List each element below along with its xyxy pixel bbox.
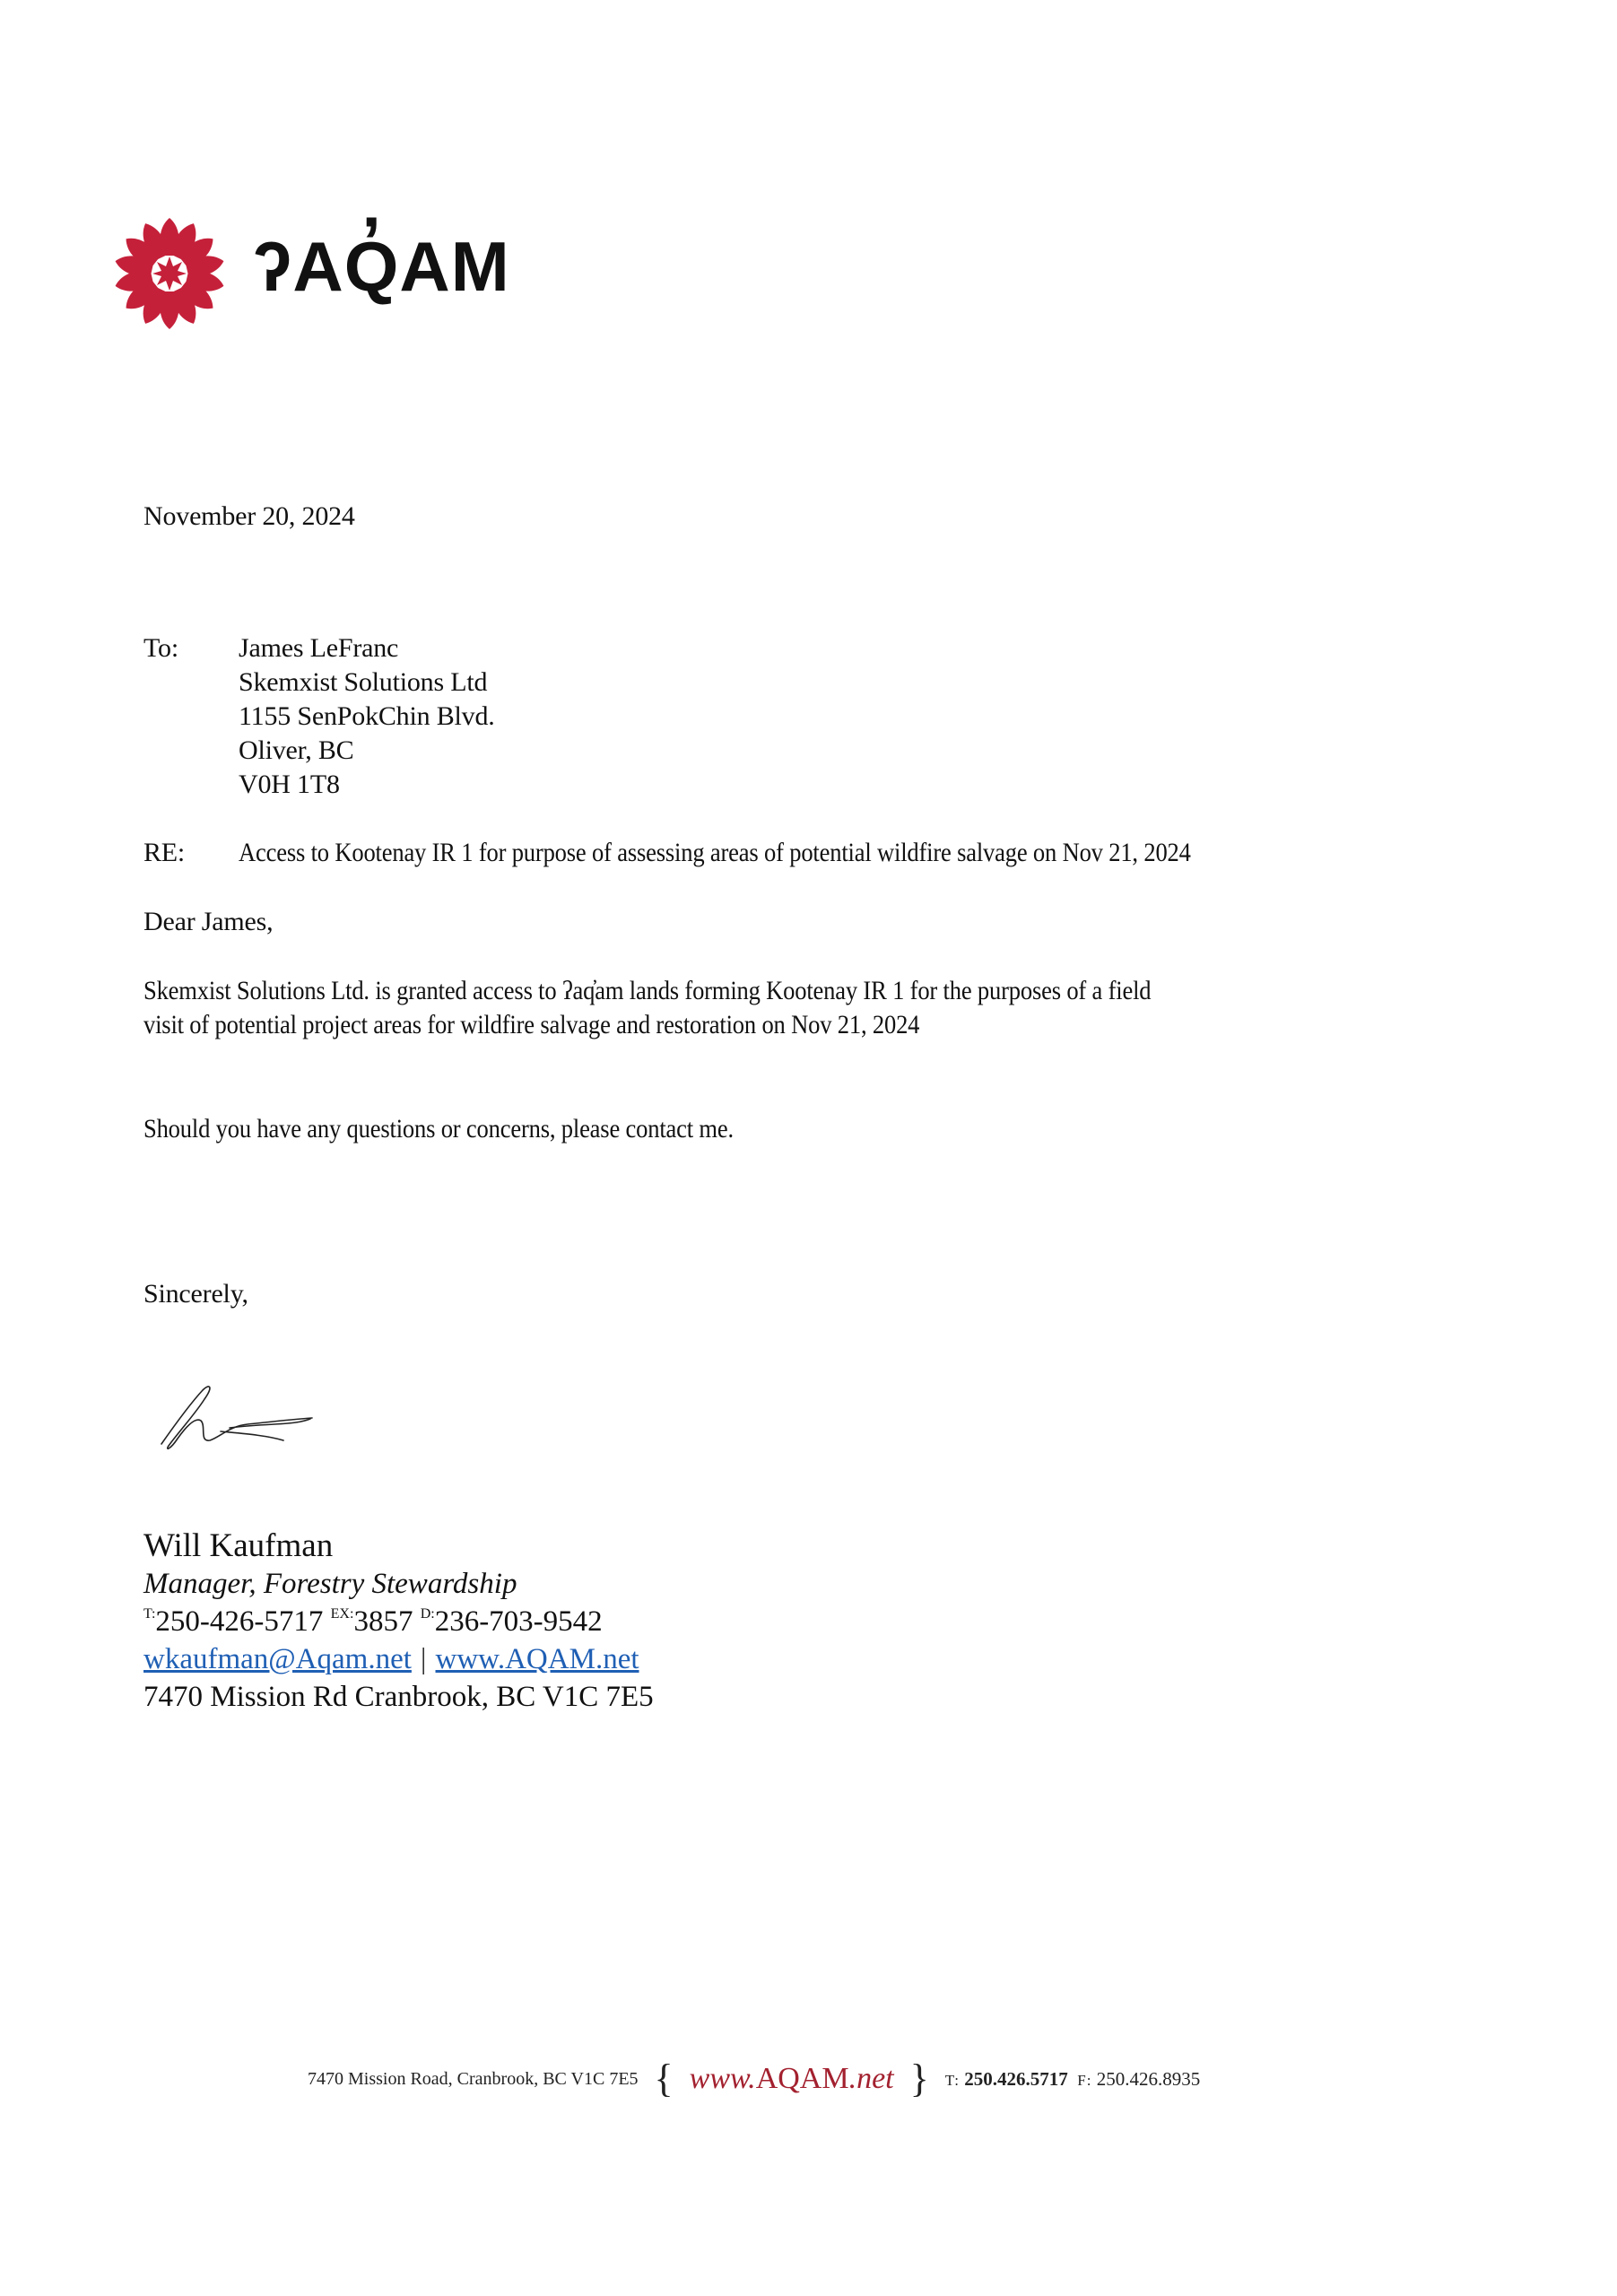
re-label: RE:	[143, 838, 186, 867]
org-wordmark: ʔAQ̓AM	[253, 227, 510, 306]
recipient-city: Oliver, BC	[239, 735, 354, 765]
recipient-street: 1155 SenPokChin Blvd.	[239, 701, 495, 731]
letterhead-footer	[308, 2059, 1200, 2099]
signer-phones	[143, 1605, 603, 1639]
signer-name: Will Kaufman	[143, 1527, 334, 1564]
re-subject-text: Access to Kootenay IR 1 for purpose of assessing areas of potential wildfire salvage on Nov 21, 2024	[239, 838, 1191, 867]
footer-phone: 250.426.5717	[964, 2067, 1068, 2090]
direct-number: 236-703-9542	[434, 1605, 603, 1638]
footer-web-suffix: .net	[848, 2062, 894, 2095]
paragraph-2-text: Should you have any questions or concerns, please contact me.	[143, 1114, 734, 1144]
paragraph-2	[143, 1112, 810, 1146]
recipient-name: James LeFranc	[239, 633, 399, 663]
recipient-postal: V0H 1T8	[239, 770, 340, 799]
direct-label: D:	[420, 1606, 435, 1622]
salutation: Dear James,	[143, 907, 274, 936]
paragraph-1-line-2	[143, 1008, 1021, 1042]
flower-icon	[111, 215, 228, 332]
letter-date: November 20, 2024	[143, 501, 355, 531]
footer-phones	[945, 2068, 1200, 2091]
footer-fax-label: F:	[1077, 2071, 1092, 2089]
ext-number: 3857	[353, 1605, 413, 1638]
phone-number: 250-426-5717	[155, 1605, 324, 1638]
signer-address: 7470 Mission Rd Cranbrook, BC V1C 7E5	[143, 1681, 654, 1713]
paragraph-1-line-2-text: visit of potential project areas for wildfire salvage and restoration on Nov 21, 2024	[143, 1010, 920, 1039]
signer-title: Manager, Forestry Stewardship	[143, 1568, 517, 1600]
website-link[interactable]: www.AQAM.net	[435, 1643, 639, 1675]
footer-web-caps: AQAM	[755, 2062, 849, 2095]
paragraph-1-line-1-text: Skemxist Solutions Ltd. is granted access to ʔaq̓am lands forming Kootenay IR 1 for the purposes of a field	[143, 976, 1152, 1005]
footer-brace-open: {	[654, 2057, 674, 2100]
footer-website[interactable]	[690, 2062, 894, 2096]
footer-phone-label: T:	[944, 2071, 961, 2089]
re-subject	[239, 836, 1315, 870]
footer-fax: 250.426.8935	[1096, 2067, 1201, 2090]
paragraph-1-line-1	[143, 974, 1282, 1008]
handwritten-signature	[158, 1379, 364, 1451]
email-link[interactable]: wkaufman@Aqam.net	[143, 1643, 412, 1675]
ext-label: EX:	[330, 1606, 354, 1622]
closing: Sincerely,	[143, 1279, 248, 1309]
footer-web-prefix: www.	[689, 2062, 756, 2095]
to-label: To:	[143, 633, 178, 663]
footer-address: 7470 Mission Road, Cranbrook, BC V1C 7E5	[308, 2068, 639, 2089]
footer-brace-close: }	[909, 2057, 929, 2100]
phone-label: T:	[143, 1606, 156, 1622]
recipient-company: Skemxist Solutions Ltd	[239, 667, 488, 697]
link-separator: |	[420, 1643, 427, 1675]
signer-links	[143, 1643, 639, 1676]
